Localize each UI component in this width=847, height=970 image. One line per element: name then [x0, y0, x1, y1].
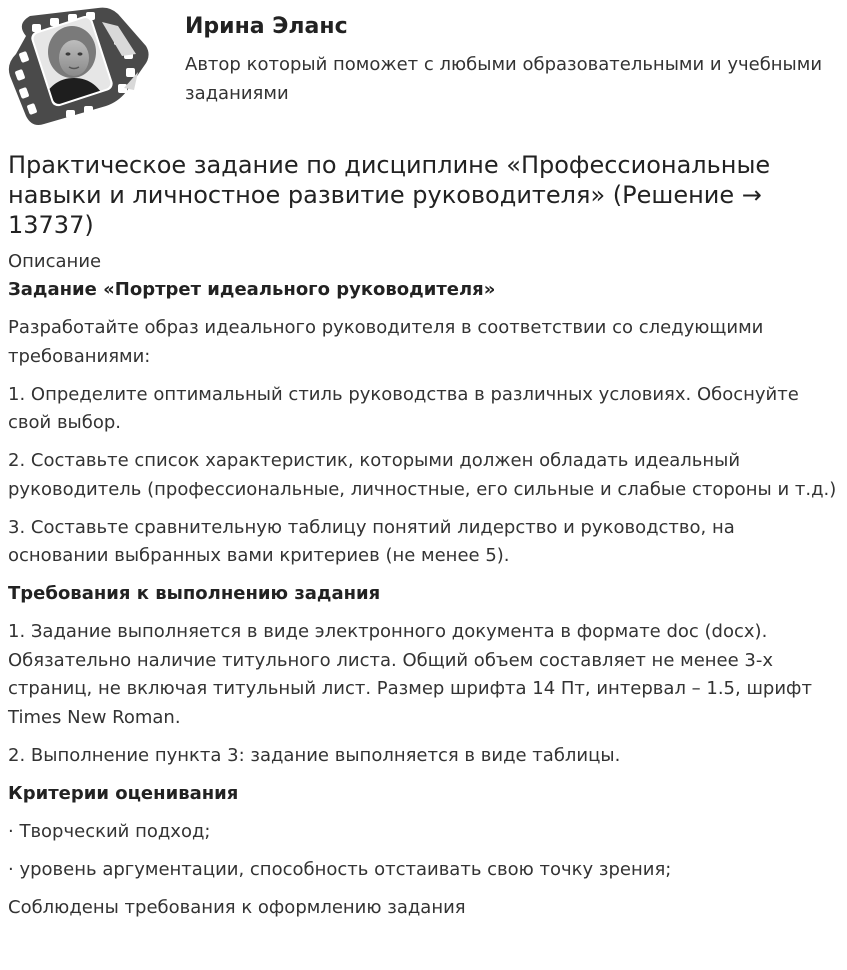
criterion-2: · уровень аргументации, способность отстаивать свою точку зрения; [8, 858, 672, 880]
author-name[interactable]: Ирина Эланс [185, 14, 348, 39]
task-intro: Разработайте образ идеального руководителя в соответствии со следующими требованиями: [8, 317, 764, 367]
criteria-heading: Критерии оценивания [8, 782, 239, 804]
author-block [0, 0, 847, 140]
task-item-2: 2. Составьте список характеристик, которыми должен обладать идеальный руководитель (профессиональные, личностные, его сильные и слабые стороны и т.д.) [8, 450, 837, 500]
task-description [8, 276, 838, 922]
criterion-1: · Творческий подход; [8, 820, 211, 842]
requirement-1: 1. Задание выполняется в виде электронного документа в формате doc (docx). Обязательно наличие титульного листа. Общий объем составляет не менее 3-х страниц, не включая титульный лист. Размер шрифта 14 Пт, интервал – 1.5, шрифт Times New Roman. [8, 621, 812, 728]
task-item-1: 1. Определите оптимальный стиль руководства в различных условиях. Обоснуйте свой выбор. [8, 383, 799, 433]
requirements-heading: Требования к выполнению задания [8, 583, 381, 604]
author-description: Автор который поможет с любыми образовательными и учебными заданиями [185, 54, 823, 104]
author-avatar [6, 6, 152, 128]
film-frame-avatar-icon [6, 6, 152, 128]
task-item-3: 3. Составьте сравнительную таблицу понятий лидерство и руководство, на основании выбранных вами критериев (не менее 5). [8, 516, 735, 566]
requirement-2: 2. Выполнение пункта 3: задание выполняется в виде таблицы. [8, 744, 621, 766]
task-heading: Задание «Портрет идеального руководителя» [8, 279, 496, 300]
page-title: Практическое задание по дисциплине «Профессиональные навыки и личностное развитие руководителя» (Решение → 13737) [8, 151, 771, 239]
criterion-3: Соблюдены требования к оформлению задания [8, 896, 466, 918]
section-label-description: Описание [8, 251, 102, 272]
